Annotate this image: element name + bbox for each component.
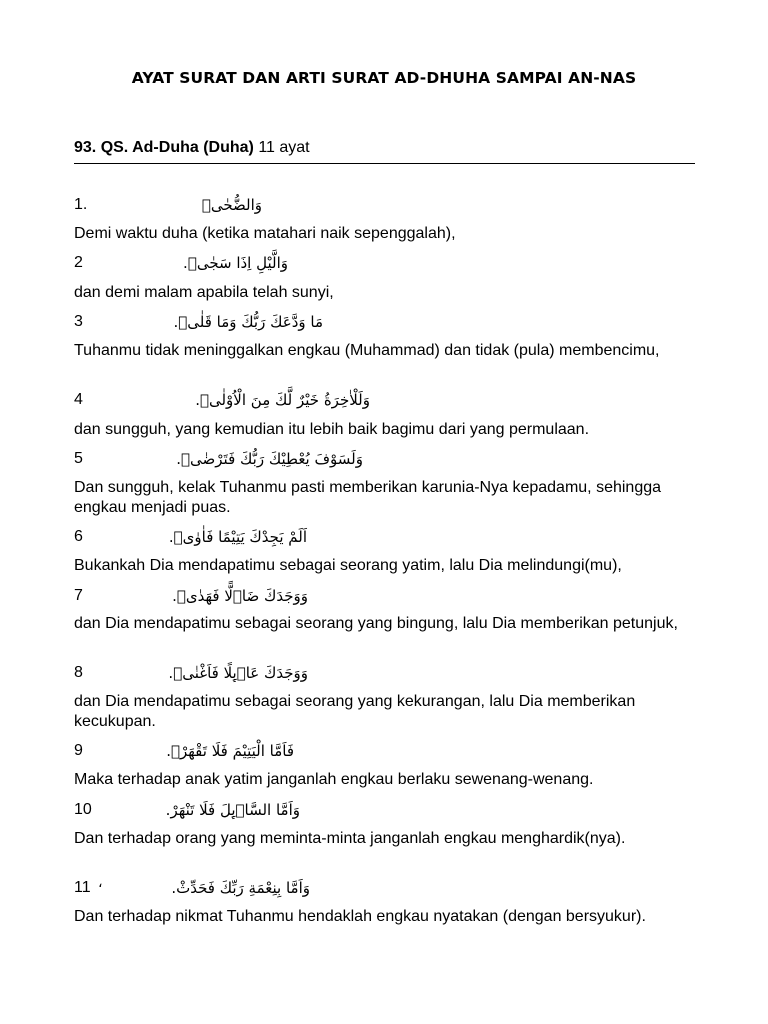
verse-number: 2 [74, 254, 83, 271]
verse-number: 6 [74, 528, 83, 545]
arabic-text: وَالَّيْلِ اِذَا سَجٰىۙ. [183, 254, 288, 272]
verse-number: 9 [74, 742, 83, 759]
verse-translation: Dan terhadap nikmat Tuhanmu hendaklah engkau nyatakan (dengan bersyukur). [74, 908, 646, 925]
arabic-text: اَلَمْ يَجِدْكَ يَتِيْمًا فَاٰوٰىۖ. [168, 528, 307, 546]
verse-translation: dan Dia mendapatimu sebagai seorang yang bingung, lalu Dia memberikan petunjuk, [74, 615, 678, 632]
verse-line [74, 740, 374, 762]
verse-translation: Demi waktu duha (ketika matahari naik sepenggalah), [74, 225, 456, 242]
section-heading-count: 11 ayat [258, 139, 310, 156]
verse-line [74, 585, 374, 607]
arabic-text: وَوَجَدَكَ عَاۤىِٕلًا فَاَغْنٰىۗ. [168, 664, 308, 682]
verse-number: 3 [74, 313, 83, 330]
verse-line [74, 874, 374, 899]
arabic-text: وَوَجَدَكَ ضَاۤلًّا فَهَدٰىۖ. [172, 587, 308, 605]
arabic-text: وَالضُّحٰىۙ [201, 196, 262, 214]
section-heading [74, 139, 310, 157]
verse-line [74, 252, 374, 274]
verse-line [74, 799, 374, 821]
arabic-text: فَاَمَّا الْيَتِيْمَ فَلَا تَقْهَرْۗ. [166, 742, 294, 760]
verse-translation: Tuhanmu tidak meninggalkan engkau (Muhammad) dan tidak (pula) membencimu, [74, 342, 660, 359]
verse-translation: Bukankah Dia mendapatimu sebagai seorang yatim, lalu Dia melindungi(mu), [74, 557, 622, 574]
verse-mark: ، [98, 874, 103, 890]
verse-line [74, 448, 374, 470]
verse-line [74, 311, 374, 333]
verse-translation: dan Dia mendapatimu sebagai seorang yang kekurangan, lalu Dia memberikan kecukupan. [74, 693, 636, 730]
heading-rule [74, 163, 695, 164]
verse-translation: dan sungguh, yang kemudian itu lebih baik bagimu dari yang permulaan. [74, 421, 590, 438]
verse-number: 10 [74, 801, 92, 818]
verse-number: 4 [74, 391, 83, 408]
verse-number: 5 [74, 450, 83, 467]
verse-line [74, 662, 374, 684]
document-title: AYAT SURAT DAN ARTI SURAT AD-DHUHA SAMPAI AN-NAS [131, 69, 637, 87]
arabic-text: وَاَمَّا السَّاۤىِٕلَ فَلَا تَنْهَرْ. [165, 801, 300, 819]
verse-translation: dan demi malam apabila telah sunyi, [74, 284, 334, 301]
arabic-text: وَلَلْاٰخِرَةُ خَيْرٌ لَّكَ مِنَ الْاُوْلٰىۗ. [195, 391, 370, 409]
verse-line [74, 194, 374, 216]
verse-number: 8 [74, 664, 83, 681]
verse-number: 1. [74, 196, 88, 213]
section-heading-bold: 93. QS. Ad-Duha (Duha) [74, 139, 254, 156]
arabic-text: مَا وَدَّعَكَ رَبُّكَ وَمَا قَلٰىۗ. [173, 313, 323, 331]
verse-translation: Maka terhadap anak yatim janganlah engkau berlaku sewenang-wenang. [74, 771, 594, 788]
verse-number: 7 [74, 587, 83, 604]
verse-translation: Dan terhadap orang yang meminta-minta janganlah engkau menghardik(nya). [74, 830, 626, 847]
verse-line [74, 389, 374, 411]
arabic-text: وَلَسَوْفَ يُعْطِيْكَ رَبُّكَ فَتَرْضٰىۗ. [176, 450, 363, 468]
verse-number: 11 [74, 879, 91, 896]
arabic-text: وَاَمَّا بِنِعْمَةِ رَبِّكَ فَحَدِّثْ. [171, 879, 310, 897]
verse-line [74, 526, 374, 548]
verse-translation: Dan sungguh, kelak Tuhanmu pasti memberikan karunia-Nya kepadamu, sehingga engkau menjadi puas. [74, 479, 662, 516]
